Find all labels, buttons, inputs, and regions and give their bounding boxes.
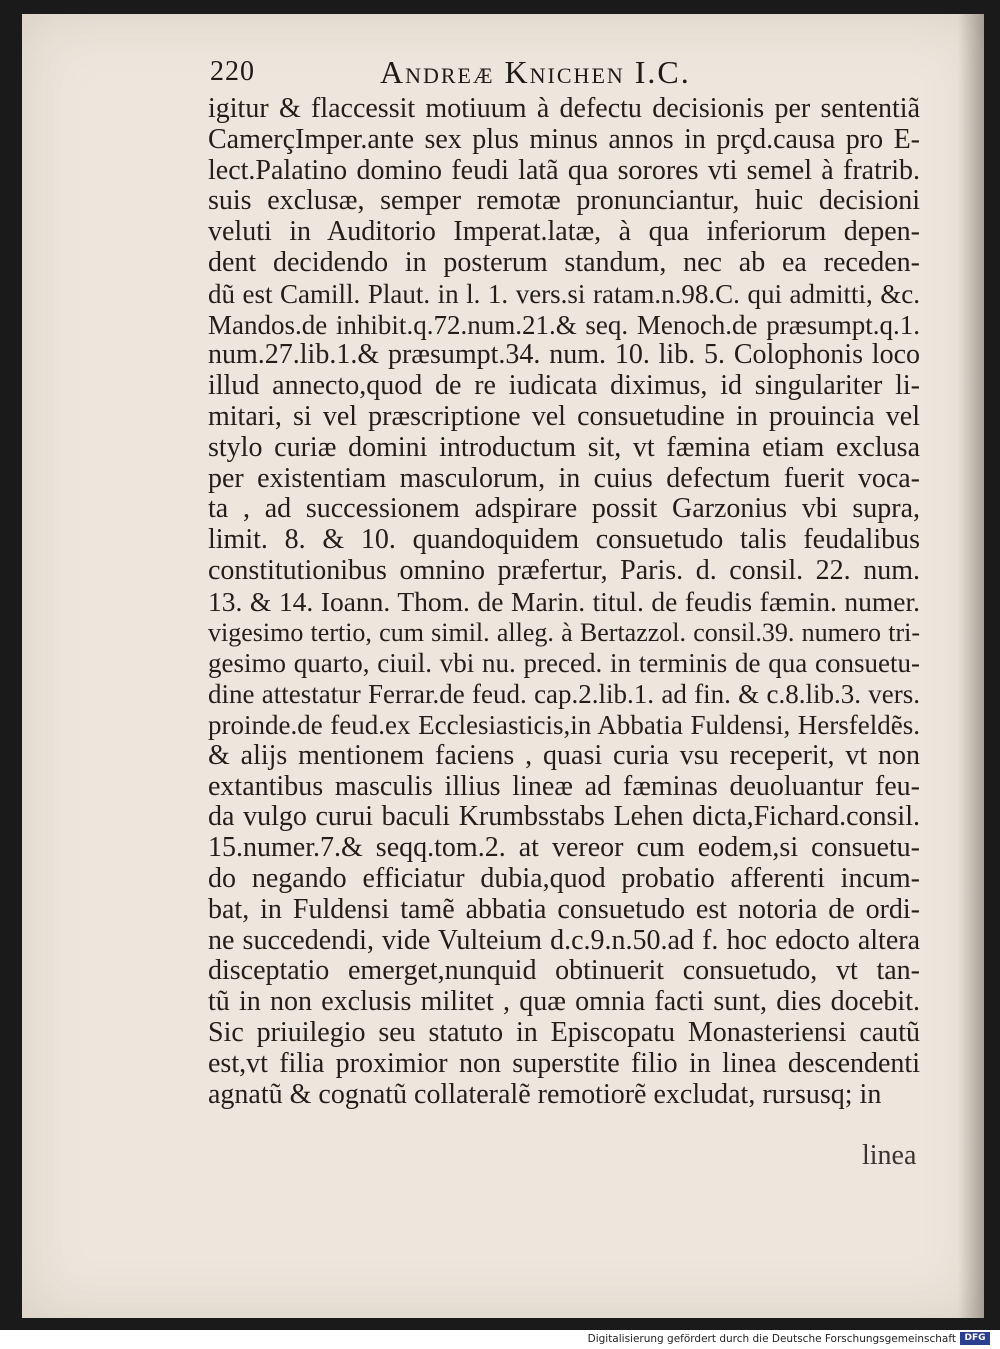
text-line: tũ in non exclusis militet , quæ omnia facti sunt, dies docebit. [208,987,920,1018]
text-line: & alijs mentionem faciens , quasi curia vsu receperit, vt non [208,740,920,771]
text-line: dũ est Camill. Plaut. in l. 1. vers.si ratam.n.98.C. qui admitti, &c. [208,278,920,309]
text-line: da vulgo curui baculi Krumbsstabs Lehen dicta,Fichard.consil. [208,802,920,833]
text-line: disceptatio emerget,nunquid obtinuerit consuetudo, vt tan- [208,956,920,987]
text-line: CamerçImper.ante sex plus minus annos in prçd.causa pro E- [208,124,920,155]
catchword: linea [862,1140,917,1171]
text-line: agnatũ & cognatũ collateralẽ remotiorẽ excludat, rursusq; in [208,1079,882,1110]
text-line: gesimo quarto, ciuil. vbi nu. preced. in terminis de qua consuetu- [208,648,920,679]
dfg-logo-icon: DFG [960,1332,990,1345]
text-line: veluti in Auditorio Imperat.latæ, à qua inferiorum depen- [208,217,920,248]
text-line: lect.Palatino domino feudi latã qua sorores vti semel à fratrib. [208,155,920,186]
text-line: dine attestatur Ferrar.de feud. cap.2.lib.1. ad fin. & c.8.lib.3. vers. [208,679,920,710]
running-head-title: Andreæ Knichen I.C. [380,54,691,90]
text-line: stylo curiæ domini introductum sit, vt fæmina etiam exclusa [208,432,920,463]
page-number: 220 [210,56,255,87]
text-line: do negando efficiatur dubia,quod probatio afferenti incum- [208,863,920,894]
footer-bar [0,1330,1000,1349]
text-line: illud annecto,quod de re iudicata diximus, id singulariter li- [208,371,920,402]
text-line: limit. 8. & 10. quandoquidem consuetudo talis feudalibus [208,525,920,556]
text-line: constitutionibus omnino præfertur, Paris. d. consil. 22. num. [208,555,920,586]
text-line: extantibus masculis illius lineæ ad fæminas deuoluantur feu- [208,771,920,802]
text-line: ne succedendi, vide Vulteium d.c.9.n.50.ad f. hoc edocto altera [208,925,920,956]
text-line: igitur & flaccessit motiuum à defectu decisionis per sententiã [208,94,920,124]
text-line: suis exclusæ, semper remotæ pronunciantur, huic decisioni [208,186,920,217]
text-line: 13. & 14. Ioann. Thom. de Marin. titul. de feudis fæmin. numer. [208,586,920,617]
text-line: Mandos.de inhibit.q.72.num.21.& seq. Menoch.de præsumpt.q.1. [208,309,920,340]
page-gutter-shadow [958,14,984,1318]
text-line: bat, in Fuldensi tamẽ abbatia consuetudo est notoria de ordi- [208,894,920,925]
text-line: 15.numer.7.& seqq.tom.2. at vereor cum eodem,si consuetu- [208,833,920,864]
text-line: num.27.lib.1.& præsumpt.34. num. 10. lib. 5. Colophonis loco [208,340,920,371]
text-line: ta , ad successionem adspirare possit Garzonius vbi supra, [208,494,920,525]
text-line: vigesimo tertio, cum simil. alleg. à Bertazzol. consil.39. numero tri- [208,617,920,647]
text-line: Sic priuilegio seu statuto in Episcopatu Monasteriensi cautũ [208,1017,920,1048]
text-line: per existentiam masculorum, in cuius defectum fuerit voca- [208,463,920,494]
digitization-credit: Digitalisierung gefördert durch die Deutsche Forschungsgemeinschaft [587,1333,956,1345]
body-text [208,94,920,1110]
text-line: proinde.de feud.ex Ecclesiasticis,in Abbatia Fuldensi, Hersfeldẽs. [208,709,920,740]
text-line: mitari, si vel præscriptione vel consuetudine in prouincia vel [208,401,920,432]
running-head [210,52,770,92]
text-line: est,vt filia proximior non superstite filio in linea descendenti [208,1048,920,1079]
text-line: dent decidendo in posterum standum, nec ab ea receden- [208,247,920,278]
